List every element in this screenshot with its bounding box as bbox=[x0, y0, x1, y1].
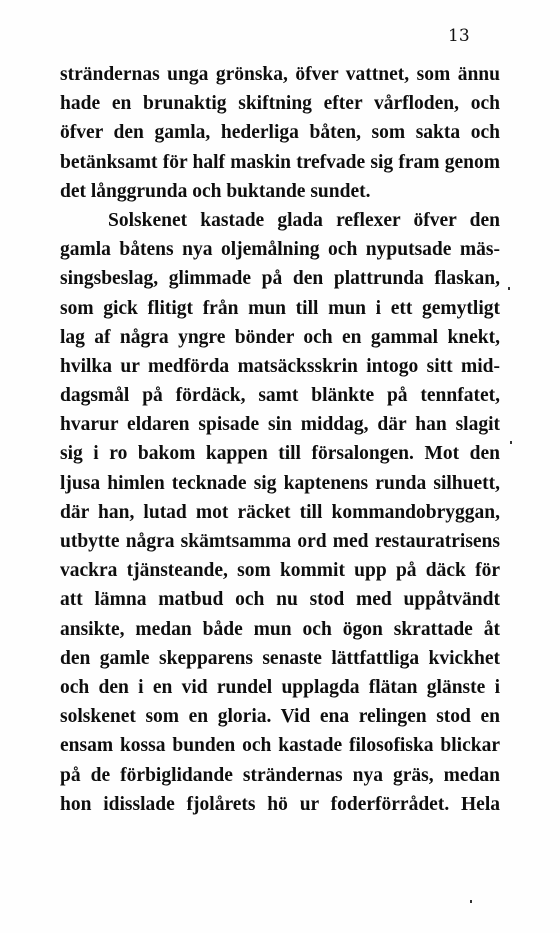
text-line: där han, lutad mot räcket till kommandobryggan, bbox=[60, 501, 500, 523]
text-line: på de förbiglidande strändernas nya gräs, medan bbox=[60, 764, 500, 786]
text-line: solskenet som en gloria. Vid ena relingen stod en bbox=[60, 706, 500, 728]
text-line: lag af några yngre bönder och en gammal knekt, bbox=[60, 326, 500, 348]
text-line: ljusa himlen tecknade sig kaptenens runda silhuett, bbox=[60, 472, 500, 494]
scan-speck bbox=[508, 287, 510, 290]
scan-speck bbox=[470, 900, 472, 903]
text-line: singsbeslag, glimmade på den plattrunda flaskan, bbox=[60, 268, 500, 290]
text-line: gamla båtens nya oljemålning och nyputsade mäs- bbox=[60, 239, 500, 261]
text-line: hade en brunaktig skiftning efter vårfloden, och bbox=[60, 93, 500, 115]
text-line: Solskenet kastade glada reflexer öfver den bbox=[108, 209, 500, 231]
text-line: hon idisslade fjolårets hö ur foderförrådet. Hela bbox=[60, 793, 500, 815]
text-line: utbytte några skämtsamma ord med restauratrisens bbox=[60, 531, 500, 552]
text-line: den gamle skepparens senaste lättfattliga kvickhet bbox=[60, 647, 500, 669]
text-line: ensam kossa bunden och kastade filosofiska blickar bbox=[60, 735, 500, 757]
text-line: och den i en vid rundel upplagda flätan glänste i bbox=[60, 676, 500, 698]
text-line: hvarur eldaren spisade sin middag, där han slagit bbox=[60, 414, 500, 436]
text-line: dagsmål på fördäck, samt blänkte på tennfatet, bbox=[60, 385, 500, 407]
text-line: strändernas unga grönska, öfver vattnet, som ännu bbox=[60, 64, 500, 85]
text-line: vackra tjänsteande, som kommit upp på däck för bbox=[60, 560, 500, 582]
text-line: öfver den gamla, hederliga båten, som sakta och bbox=[60, 122, 500, 144]
body-text bbox=[60, 60, 500, 819]
text-line: att lämna matbud och nu stod med uppåtvändt bbox=[60, 589, 500, 611]
text-line: hvilka ur medförda matsäcksskrin intogo sitt mid- bbox=[60, 355, 500, 377]
text-line: som gick flitigt från mun till mun i ett gemytligt bbox=[60, 297, 500, 319]
text-line: betänksamt för half maskin trefvade sig fram genom bbox=[60, 151, 500, 173]
scan-speck bbox=[510, 441, 512, 444]
text-line: ansikte, medan både mun och ögon skrattade åt bbox=[60, 618, 500, 640]
page-number: 13 bbox=[448, 26, 470, 46]
text-line: det långgrunda och buktande sundet. bbox=[60, 180, 371, 202]
text-line: sig i ro bakom kappen till försalongen. Mot den bbox=[60, 443, 500, 465]
